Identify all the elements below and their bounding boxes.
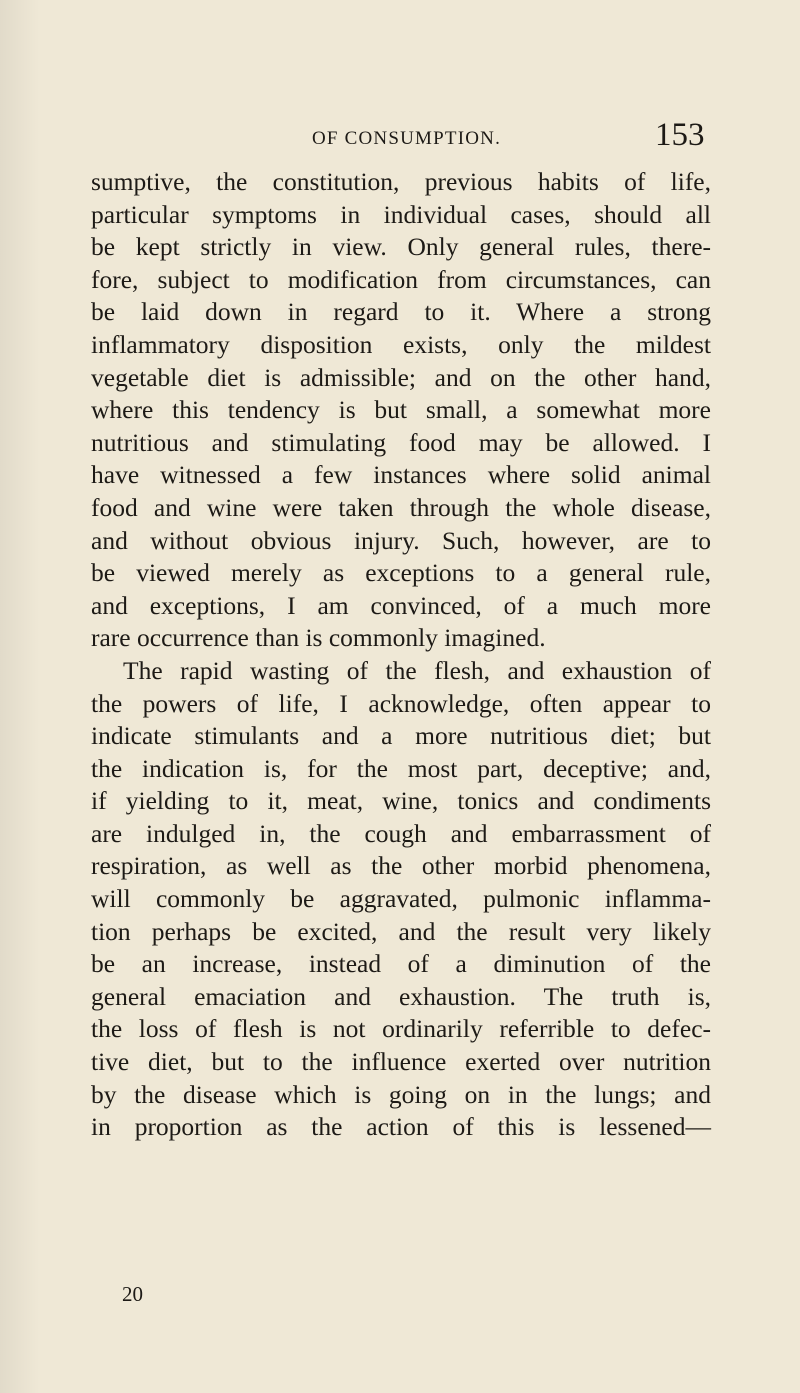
text-line: be laid down in regard to it. Where a strong xyxy=(91,297,711,327)
text-line: and exceptions, I am convinced, of a much more xyxy=(91,590,711,620)
text-line: food and wine were taken through the whole disease, xyxy=(91,492,711,522)
text-line: have witnessed a few instances where solid animal xyxy=(91,460,711,490)
text-line: respiration, as well as the other morbid phenomena, xyxy=(91,851,711,881)
text-line: the indication is, for the most part, deceptive; and, xyxy=(91,753,711,783)
running-title: OF CONSUMPTION. xyxy=(312,128,502,149)
page-number: 153 xyxy=(655,117,705,153)
text-line: rare occurrence than is commonly imagined. xyxy=(91,623,546,653)
text-line: be an increase, instead of a diminution of the xyxy=(91,949,711,979)
text-line: will commonly be aggravated, pulmonic inflamma- xyxy=(91,884,711,914)
text-line: vegetable diet is admissible; and on the other hand, xyxy=(91,362,711,392)
text-line: tive diet, but to the influence exerted over nutrition xyxy=(91,1047,711,1077)
text-line: by the disease which is going on in the lungs; and xyxy=(91,1079,711,1109)
text-line: tion perhaps be excited, and the result very likely xyxy=(91,916,711,946)
text-line: the powers of life, I acknowledge, often appear to xyxy=(91,688,711,718)
signature-mark: 20 xyxy=(122,1282,143,1306)
text-line: be viewed merely as exceptions to a general rule, xyxy=(91,558,711,588)
text-line: inflammatory disposition exists, only the mildest xyxy=(91,329,711,359)
text-line: nutritious and stimulating food may be allowed. I xyxy=(91,427,711,457)
text-line: general emaciation and exhaustion. The truth is, xyxy=(91,981,711,1011)
text-line: and without obvious injury. Such, however, are to xyxy=(91,525,711,555)
text-line: the loss of flesh is not ordinarily referrible to defec- xyxy=(91,1014,711,1044)
text-line: where this tendency is but small, a somewhat more xyxy=(91,395,711,425)
text-line: are indulged in, the cough and embarrassment of xyxy=(91,818,711,848)
text-line: fore, subject to modification from circumstances, can xyxy=(91,264,711,294)
text-line: if yielding to it, meat, wine, tonics and condiments xyxy=(91,786,711,816)
text-line: particular symptoms in individual cases, should all xyxy=(91,199,711,229)
text-line: be kept strictly in view. Only general rules, there- xyxy=(91,232,711,262)
text-line: in proportion as the action of this is lessened— xyxy=(91,1112,711,1142)
text-line: The rapid wasting of the flesh, and exhaustion of xyxy=(123,655,711,685)
text-line: sumptive, the constitution, previous habits of life, xyxy=(91,167,711,196)
body-text xyxy=(91,166,711,1144)
text-line: indicate stimulants and a more nutritious diet; but xyxy=(91,721,711,751)
